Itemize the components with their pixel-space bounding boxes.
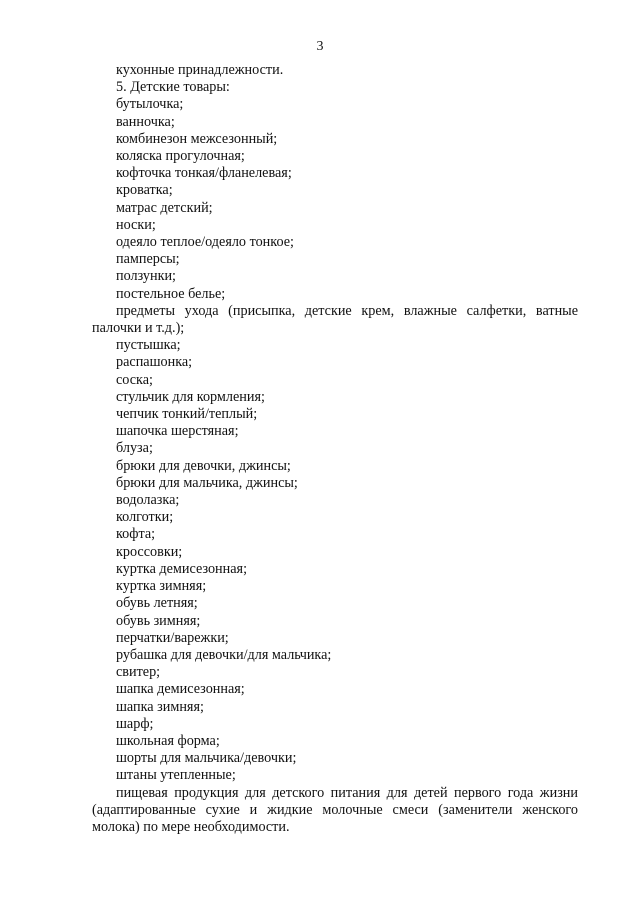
list-item: стульчик для кормления;: [116, 388, 265, 405]
list-item: обувь летняя;: [116, 595, 198, 612]
list-item: шарф;: [116, 715, 154, 732]
list-item: кроссовки;: [116, 543, 183, 560]
list-item: чепчик тонкий/теплый;: [116, 406, 258, 423]
list-item: свитер;: [116, 664, 161, 681]
list-item: комбинезон межсезонный;: [116, 130, 278, 147]
list-item: ползунки;: [116, 268, 176, 285]
document-body: [92, 62, 578, 836]
list-item: 5. Детские товары:: [116, 79, 230, 96]
list-item: кофточка тонкая/фланелевая;: [116, 165, 292, 182]
list-item: брюки для мальчика, джинсы;: [116, 474, 298, 491]
list-item: кухонные принадлежности.: [116, 62, 284, 78]
list-item: шапочка шерстяная;: [116, 423, 239, 440]
list-item: ванночка;: [116, 113, 175, 130]
list-item: соска;: [116, 371, 153, 388]
list-item: рубашка для девочки/для мальчика;: [116, 646, 332, 663]
list-item: шапка демисезонная;: [116, 681, 245, 698]
list-item: блуза;: [116, 440, 153, 457]
list-item: носки;: [116, 216, 156, 233]
list-item: перчатки/варежки;: [116, 629, 229, 646]
list-item: колготки;: [116, 509, 174, 526]
list-item: матрас детский;: [116, 199, 213, 216]
list-item: кроватка;: [116, 182, 173, 199]
list-item: штаны утепленные;: [116, 767, 236, 784]
list-item: коляска прогулочная;: [116, 148, 245, 165]
paragraph: предметы ухода (присыпка, детские крем, влажные салфетки, ватные палочки и т.д.);: [92, 302, 578, 337]
list-item: обувь зимняя;: [116, 612, 201, 629]
page-number: 3: [316, 39, 324, 54]
list-item: школьная форма;: [116, 732, 220, 749]
list-item: пустышка;: [116, 337, 181, 354]
list-item: брюки для девочки, джинсы;: [116, 457, 291, 474]
list-item: бутылочка;: [116, 96, 184, 113]
list-item: кофта;: [116, 526, 156, 543]
list-item: одеяло теплое/одеяло тонкое;: [116, 234, 294, 251]
list-item: куртка демисезонная;: [116, 560, 248, 577]
list-item: шорты для мальчика/девочки;: [116, 750, 297, 767]
list-item: постельное белье;: [116, 285, 226, 302]
list-item: памперсы;: [116, 251, 180, 268]
paragraph: пищевая продукция для детского питания для детей первого года жизни (адаптированные сухие и жидкие молочные смеси (заменители женского молока) по мере необходимости.: [92, 784, 578, 835]
list-item: распашонка;: [116, 354, 193, 371]
list-item: шапка зимняя;: [116, 698, 204, 715]
list-item: водолазка;: [116, 492, 180, 509]
list-item: куртка зимняя;: [116, 578, 207, 595]
